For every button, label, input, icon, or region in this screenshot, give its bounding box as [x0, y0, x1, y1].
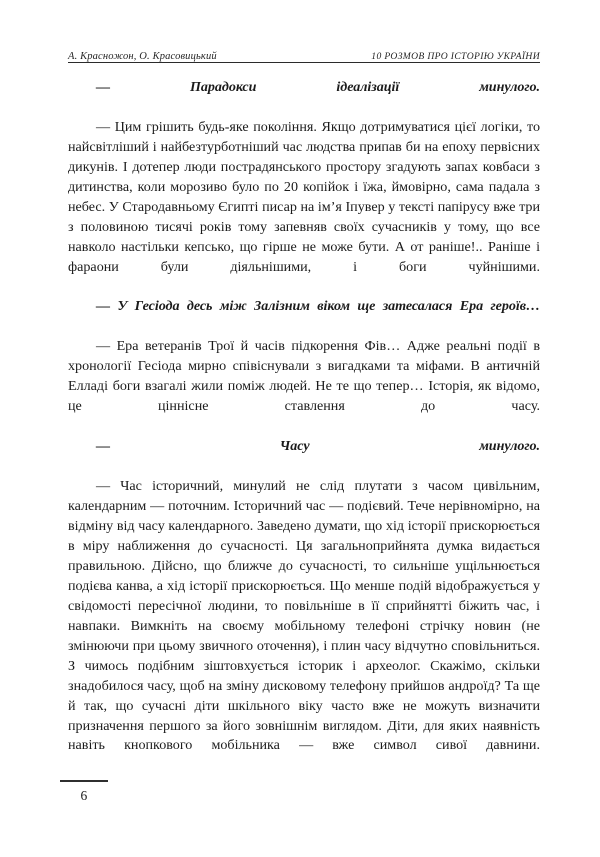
answer-paragraph: — Ера ветеранів Трої й часів підкорення Фів… Адже реальні події в хронології Гесіода мирно співіснували з вигадками та міфами. В античній Елладі боги взагалі жили поміж людей. Не те що тепер… Історія, як відомо, це ціннісне ставлення до часу.: [68, 338, 540, 415]
question-paragraph: — Парадокси ідеалізації минулого.: [96, 79, 540, 95]
running-head-authors: А. Красножон, О. Красовицький: [68, 51, 217, 62]
question-paragraph: — Часу минулого.: [96, 438, 540, 455]
folio-rule: [60, 780, 108, 782]
running-head-title: 10 РОЗМОВ ПРО ІСТОРІЮ УКРАЇНИ: [371, 51, 540, 62]
question-paragraph: — У Гесіода десь між Залізним віком ще затесалася Ера героїв…: [96, 298, 540, 315]
running-head-rule: [68, 62, 540, 63]
page-text-block: [68, 78, 540, 776]
answer-paragraph: — Цим грішить будь-яке покоління. Якщо дотримуватися цієї логіки, то найсвітліший і найбезтурботніший час людства припав би на епоху первісних дикунів. І дотепер люди пострадянського простору згадують запах ковбаси з дитинства, коли морозиво було по 20 копійок і їжа, ймовірно, сама падала з небес. У Стародавньому Єгипті писар на ім’я Іпувер у тексті папірусу вже три з половиною тисячі років тому запевняв своїх сучасників у тому, що все навколо настільки кепсько, що гірше не може бути. А от раніше!.. Раніше і фараони були діяльнішими, і боги чуйнішими.: [68, 118, 540, 275]
page-number: 6: [80, 788, 88, 803]
answer-paragraph: — Час історичний, минулий не слід плутати з часом цивільним, календарним — поточним. Історичний час — подієвий. Тече нерівномірно, на відміну від часу календарного. Заведено думати, що хід історії прискорюється в міру наближення до сучасності. Ця загальноприйнята думка видається правильною. Дійсно, що ближче до сучасності, то сильніше ущільнюється подієва канва, а хід історії прискорюється. Що менше подій відображується у свідомості пересічної людини, то повільніше в її сприйнятті біжить час, і навпаки. Вимкніть на своєму мобільному телефоні стрічку новин (не змінюючи при цьому звичного оточення), і плин часу відчутно сповільниться. З чимось подібним зіштовхується історик і археолог. Скажімо, скільки знадобилося часу, щоб на зміну дисковому телефону прийшов андроїд? Та ще й так, що сучасні діти шкільного віку часто вже не можуть визначити призначення першого за його зовнішнім виглядом. Діти, для яких наявність навіть кнопкового мобільника — вже символ сивої давнини.: [68, 478, 540, 754]
running-head: [68, 40, 540, 62]
